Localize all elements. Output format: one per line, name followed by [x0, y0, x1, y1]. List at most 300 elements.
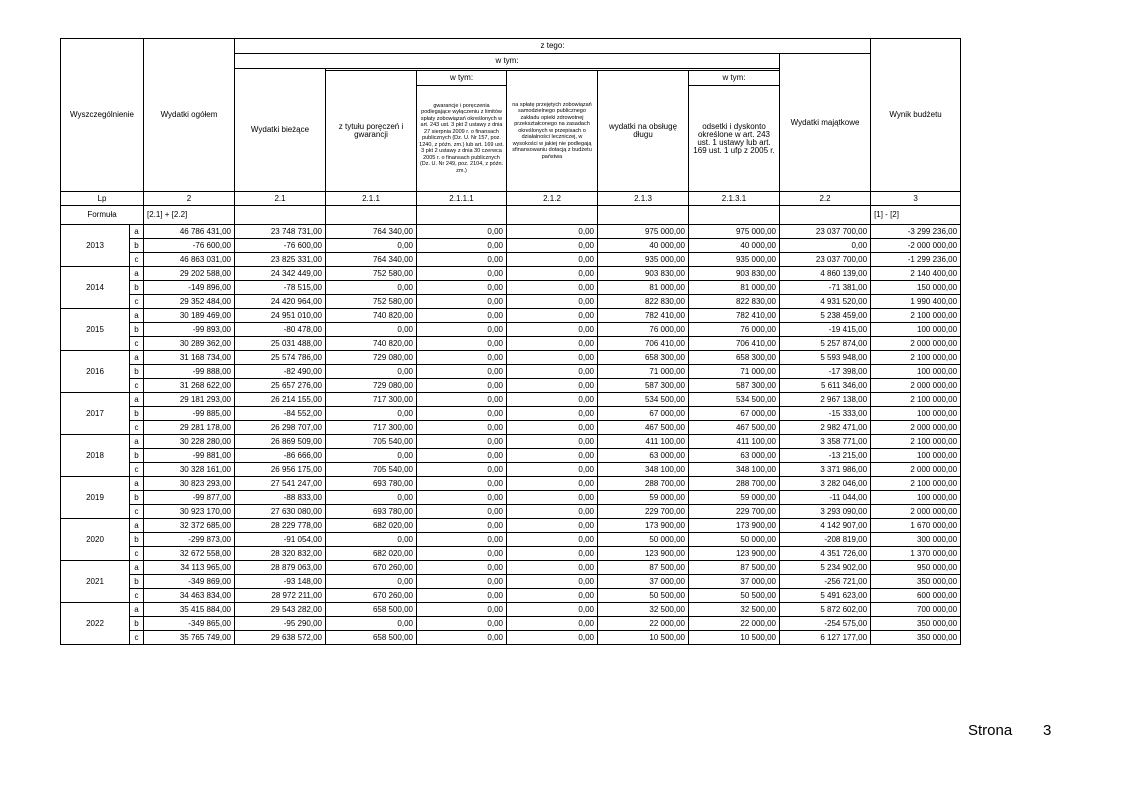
amount-cell: -17 398,00 [780, 365, 871, 379]
amount-cell: 693 780,00 [326, 477, 417, 491]
amount-cell: 0,00 [507, 351, 598, 365]
amount-cell: 658 300,00 [689, 351, 780, 365]
amount-cell: 729 080,00 [326, 379, 417, 393]
amount-cell: 658 300,00 [598, 351, 689, 365]
amount-cell: -80 478,00 [235, 323, 326, 337]
amount-cell: 717 300,00 [326, 393, 417, 407]
amount-cell: 0,00 [326, 491, 417, 505]
amount-cell: 0,00 [417, 589, 507, 603]
amount-cell: -99 888,00 [144, 365, 235, 379]
amount-cell: 0,00 [326, 533, 417, 547]
table-row [61, 435, 961, 449]
amount-cell: -93 148,00 [235, 575, 326, 589]
amount-cell: 706 410,00 [689, 337, 780, 351]
amount-cell: 0,00 [507, 225, 598, 239]
amount-cell: 0,00 [417, 337, 507, 351]
header-naplaty: na spłatę przejętych zobowiązań samodzielnego publicznego zakładu opieki zdrowotnej przekształconego na zasadach określonych w przepisach o działalności leczniczej, w wysokości w jakiej nie podlegają sfinansowaniu dotacją z budżetu państwa [507, 71, 598, 192]
table-row [61, 519, 961, 533]
amount-cell: 24 951 010,00 [235, 309, 326, 323]
amount-cell: 288 700,00 [689, 477, 780, 491]
amount-cell: 34 463 834,00 [144, 589, 235, 603]
amount-cell: 10 500,00 [689, 631, 780, 645]
row-variant: a [130, 309, 144, 323]
amount-cell: 50 000,00 [689, 533, 780, 547]
row-variant: b [130, 323, 144, 337]
table-row [61, 295, 961, 309]
amount-cell: 63 000,00 [598, 449, 689, 463]
amount-cell: 35 415 884,00 [144, 603, 235, 617]
table-row [61, 575, 961, 589]
amount-cell: 71 000,00 [598, 365, 689, 379]
amount-cell: 0,00 [507, 393, 598, 407]
amount-cell: 822 830,00 [598, 295, 689, 309]
amount-cell: 764 340,00 [326, 225, 417, 239]
amount-cell: 50 500,00 [689, 589, 780, 603]
table-row [61, 589, 961, 603]
amount-cell: 975 000,00 [689, 225, 780, 239]
amount-cell: -3 299 236,00 [871, 225, 961, 239]
amount-cell: 26 956 175,00 [235, 463, 326, 477]
amount-cell: 100 000,00 [871, 407, 961, 421]
amount-cell: 0,00 [417, 435, 507, 449]
header-wynik-budzetu: Wynik budżetu [871, 39, 961, 192]
amount-cell: 1 670 000,00 [871, 519, 961, 533]
amount-cell: -71 381,00 [780, 281, 871, 295]
amount-cell: -76 600,00 [144, 239, 235, 253]
row-variant: a [130, 603, 144, 617]
amount-cell: 2 000 000,00 [871, 463, 961, 477]
amount-cell: 0,00 [417, 603, 507, 617]
lp-cell: 2.1.1 [326, 192, 417, 206]
table-row [61, 365, 961, 379]
amount-cell: 81 000,00 [598, 281, 689, 295]
table-row [61, 239, 961, 253]
amount-cell: 0,00 [417, 491, 507, 505]
amount-cell: 35 765 749,00 [144, 631, 235, 645]
amount-cell: 1 990 400,00 [871, 295, 961, 309]
amount-cell: 100 000,00 [871, 323, 961, 337]
table-row [61, 407, 961, 421]
amount-cell: 32 672 558,00 [144, 547, 235, 561]
amount-cell: 5 593 948,00 [780, 351, 871, 365]
amount-cell: 3 358 771,00 [780, 435, 871, 449]
amount-cell: 670 260,00 [326, 589, 417, 603]
table-row [61, 533, 961, 547]
amount-cell: 717 300,00 [326, 421, 417, 435]
header-wydatki-biezace: Wydatki bieżące [235, 69, 326, 192]
table-row [61, 631, 961, 645]
amount-cell: 2 000 000,00 [871, 337, 961, 351]
row-variant: a [130, 393, 144, 407]
amount-cell: 0,00 [507, 463, 598, 477]
amount-cell: 348 100,00 [689, 463, 780, 477]
amount-cell: 100 000,00 [871, 449, 961, 463]
amount-cell: 0,00 [417, 309, 507, 323]
amount-cell: 2 000 000,00 [871, 379, 961, 393]
row-variant: b [130, 449, 144, 463]
amount-cell: 693 780,00 [326, 505, 417, 519]
row-variant: c [130, 295, 144, 309]
header-w-tym-3: w tym: [689, 71, 780, 86]
amount-cell: 1 370 000,00 [871, 547, 961, 561]
amount-cell: 0,00 [507, 267, 598, 281]
amount-cell: 173 900,00 [689, 519, 780, 533]
table-row [61, 323, 961, 337]
amount-cell: 34 113 965,00 [144, 561, 235, 575]
amount-cell: -99 881,00 [144, 449, 235, 463]
row-variant: c [130, 253, 144, 267]
header-z-tytulu-poreczen: z tytułu poręczeń i gwarancji [326, 71, 417, 192]
amount-cell: 40 000,00 [598, 239, 689, 253]
year-cell: 2021 [61, 561, 130, 603]
amount-cell: 50 000,00 [598, 533, 689, 547]
row-variant: a [130, 267, 144, 281]
amount-cell: 0,00 [417, 267, 507, 281]
formula-empty [326, 206, 417, 225]
amount-cell: 0,00 [417, 519, 507, 533]
amount-cell: 658 500,00 [326, 603, 417, 617]
header-wydatki-majatkowe: Wydatki majątkowe [780, 54, 871, 192]
amount-cell: 31 168 734,00 [144, 351, 235, 365]
amount-cell: 67 000,00 [689, 407, 780, 421]
table-row [61, 449, 961, 463]
amount-cell: 76 000,00 [598, 323, 689, 337]
row-variant: a [130, 561, 144, 575]
amount-cell: 764 340,00 [326, 253, 417, 267]
row-variant: b [130, 491, 144, 505]
amount-cell: 0,00 [417, 547, 507, 561]
amount-cell: 5 491 623,00 [780, 589, 871, 603]
amount-cell: 467 500,00 [598, 421, 689, 435]
amount-cell: 0,00 [507, 407, 598, 421]
amount-cell: 24 342 449,00 [235, 267, 326, 281]
row-variant: c [130, 589, 144, 603]
lp-cell: 2.1 [235, 192, 326, 206]
amount-cell: 782 410,00 [689, 309, 780, 323]
amount-cell: 300 000,00 [871, 533, 961, 547]
table-row [61, 617, 961, 631]
amount-cell: -2 000 000,00 [871, 239, 961, 253]
amount-cell: 0,00 [507, 239, 598, 253]
amount-cell: 50 500,00 [598, 589, 689, 603]
table-row [61, 225, 961, 239]
row-variant: a [130, 225, 144, 239]
amount-cell: 25 574 786,00 [235, 351, 326, 365]
amount-cell: -84 552,00 [235, 407, 326, 421]
amount-cell: 950 000,00 [871, 561, 961, 575]
amount-cell: 2 140 400,00 [871, 267, 961, 281]
table-row [61, 561, 961, 575]
formula-col2: [2.1] + [2.2] [144, 206, 235, 225]
table-row [61, 421, 961, 435]
amount-cell: 22 000,00 [598, 617, 689, 631]
amount-cell: 30 228 280,00 [144, 435, 235, 449]
amount-cell: 71 000,00 [689, 365, 780, 379]
amount-cell: 229 700,00 [598, 505, 689, 519]
amount-cell: 0,00 [507, 365, 598, 379]
amount-cell: 587 300,00 [598, 379, 689, 393]
table-row [61, 253, 961, 267]
row-variant: c [130, 505, 144, 519]
amount-cell: 123 900,00 [689, 547, 780, 561]
amount-cell: -88 833,00 [235, 491, 326, 505]
amount-cell: 76 000,00 [689, 323, 780, 337]
amount-cell: -86 666,00 [235, 449, 326, 463]
amount-cell: 534 500,00 [689, 393, 780, 407]
amount-cell: -82 490,00 [235, 365, 326, 379]
table-row [61, 281, 961, 295]
amount-cell: 24 420 964,00 [235, 295, 326, 309]
amount-cell: 2 982 471,00 [780, 421, 871, 435]
row-variant: b [130, 239, 144, 253]
row-variant: c [130, 547, 144, 561]
amount-cell: 0,00 [417, 351, 507, 365]
amount-cell: 0,00 [417, 407, 507, 421]
amount-cell: -78 515,00 [235, 281, 326, 295]
amount-cell: 0,00 [780, 239, 871, 253]
page-footer [968, 722, 1052, 739]
header-w-tym-2: w tym: [417, 71, 507, 86]
amount-cell: 0,00 [507, 533, 598, 547]
table-row [61, 547, 961, 561]
amount-cell: 5 611 346,00 [780, 379, 871, 393]
amount-cell: 59 000,00 [689, 491, 780, 505]
amount-cell: 350 000,00 [871, 617, 961, 631]
year-cell: 2020 [61, 519, 130, 561]
amount-cell: 752 580,00 [326, 295, 417, 309]
amount-cell: 534 500,00 [598, 393, 689, 407]
amount-cell: 32 500,00 [598, 603, 689, 617]
amount-cell: 0,00 [507, 547, 598, 561]
amount-cell: 28 879 063,00 [235, 561, 326, 575]
amount-cell: -349 869,00 [144, 575, 235, 589]
row-variant: c [130, 337, 144, 351]
amount-cell: 348 100,00 [598, 463, 689, 477]
amount-cell: 30 328 161,00 [144, 463, 235, 477]
amount-cell: 26 214 155,00 [235, 393, 326, 407]
amount-cell: 0,00 [417, 477, 507, 491]
header-z-tego: z tego: [235, 39, 871, 54]
amount-cell: 0,00 [507, 253, 598, 267]
amount-cell: 22 000,00 [689, 617, 780, 631]
amount-cell: 467 500,00 [689, 421, 780, 435]
row-variant: c [130, 421, 144, 435]
formula-col3: [1] - [2] [871, 206, 961, 225]
amount-cell: 30 823 293,00 [144, 477, 235, 491]
amount-cell: 63 000,00 [689, 449, 780, 463]
amount-cell: 0,00 [326, 323, 417, 337]
amount-cell: 87 500,00 [598, 561, 689, 575]
amount-cell: -95 290,00 [235, 617, 326, 631]
amount-cell: 975 000,00 [598, 225, 689, 239]
amount-cell: 173 900,00 [598, 519, 689, 533]
amount-cell: 37 000,00 [598, 575, 689, 589]
amount-cell: 2 967 138,00 [780, 393, 871, 407]
header-w-tym-1: w tym: [235, 54, 780, 69]
amount-cell: 31 268 622,00 [144, 379, 235, 393]
amount-cell: 0,00 [507, 435, 598, 449]
lp-cell: 2.2 [780, 192, 871, 206]
table-row [61, 603, 961, 617]
amount-cell: 935 000,00 [689, 253, 780, 267]
amount-cell: 229 700,00 [689, 505, 780, 519]
amount-cell: 411 100,00 [689, 435, 780, 449]
amount-cell: 411 100,00 [598, 435, 689, 449]
amount-cell: 29 281 178,00 [144, 421, 235, 435]
amount-cell: 23 037 700,00 [780, 253, 871, 267]
amount-cell: 25 031 488,00 [235, 337, 326, 351]
amount-cell: 67 000,00 [598, 407, 689, 421]
row-variant: c [130, 379, 144, 393]
footer-label: Strona [968, 722, 1013, 739]
amount-cell: 0,00 [507, 519, 598, 533]
amount-cell: 3 371 986,00 [780, 463, 871, 477]
amount-cell: 0,00 [507, 491, 598, 505]
amount-cell: 0,00 [507, 589, 598, 603]
amount-cell: 0,00 [417, 505, 507, 519]
amount-cell: 600 000,00 [871, 589, 961, 603]
formula-empty [507, 206, 598, 225]
formula-empty [235, 206, 326, 225]
amount-cell: 740 820,00 [326, 309, 417, 323]
amount-cell: 2 000 000,00 [871, 421, 961, 435]
amount-cell: 782 410,00 [598, 309, 689, 323]
amount-cell: 288 700,00 [598, 477, 689, 491]
amount-cell: 32 372 685,00 [144, 519, 235, 533]
table-row [61, 463, 961, 477]
lp-label: Lp [61, 192, 144, 206]
amount-cell: 903 830,00 [598, 267, 689, 281]
amount-cell: 0,00 [507, 575, 598, 589]
amount-cell: 29 352 484,00 [144, 295, 235, 309]
amount-cell: 4 860 139,00 [780, 267, 871, 281]
amount-cell: 59 000,00 [598, 491, 689, 505]
amount-cell: -11 044,00 [780, 491, 871, 505]
amount-cell: 30 189 469,00 [144, 309, 235, 323]
amount-cell: 5 257 874,00 [780, 337, 871, 351]
amount-cell: 26 298 707,00 [235, 421, 326, 435]
amount-cell: 0,00 [417, 463, 507, 477]
amount-cell: 0,00 [417, 253, 507, 267]
year-cell: 2016 [61, 351, 130, 393]
amount-cell: 0,00 [417, 533, 507, 547]
amount-cell: 0,00 [507, 617, 598, 631]
amount-cell: 32 500,00 [689, 603, 780, 617]
amount-cell: 587 300,00 [689, 379, 780, 393]
row-variant: b [130, 533, 144, 547]
row-variant: b [130, 365, 144, 379]
amount-cell: 706 410,00 [598, 337, 689, 351]
amount-cell: 0,00 [507, 309, 598, 323]
header-wydatki-obsluga: wydatki na obsługę długu [598, 71, 689, 192]
amount-cell: 23 825 331,00 [235, 253, 326, 267]
amount-cell: 46 863 031,00 [144, 253, 235, 267]
amount-cell: 23 037 700,00 [780, 225, 871, 239]
lp-cell: 2.1.2 [507, 192, 598, 206]
amount-cell: 700 000,00 [871, 603, 961, 617]
row-variant: b [130, 407, 144, 421]
table-row [61, 393, 961, 407]
amount-cell: 25 657 276,00 [235, 379, 326, 393]
amount-cell: 30 923 170,00 [144, 505, 235, 519]
amount-cell: 0,00 [326, 617, 417, 631]
amount-cell: 0,00 [326, 449, 417, 463]
amount-cell: 0,00 [417, 281, 507, 295]
amount-cell: 0,00 [417, 561, 507, 575]
amount-cell: -99 877,00 [144, 491, 235, 505]
amount-cell: -76 600,00 [235, 239, 326, 253]
header-wydatki-ogolem: Wydatki ogółem [144, 39, 235, 192]
amount-cell: 0,00 [326, 575, 417, 589]
amount-cell: 0,00 [326, 407, 417, 421]
amount-cell: 0,00 [507, 603, 598, 617]
lp-cell: 2.1.3.1 [689, 192, 780, 206]
lp-cell: 2.1.1.1 [417, 192, 507, 206]
amount-cell: 37 000,00 [689, 575, 780, 589]
amount-cell: -299 873,00 [144, 533, 235, 547]
amount-cell: 0,00 [507, 449, 598, 463]
amount-cell: 40 000,00 [689, 239, 780, 253]
amount-cell: 0,00 [507, 323, 598, 337]
amount-cell: 350 000,00 [871, 575, 961, 589]
amount-cell: 5 872 602,00 [780, 603, 871, 617]
amount-cell: -19 415,00 [780, 323, 871, 337]
header-odsetki: odsetki i dyskonto określone w art. 243 ust. 1 ustawy lub art. 169 ust. 1 ufp z 2005 r. [689, 86, 780, 192]
table-row [61, 337, 961, 351]
amount-cell: 705 540,00 [326, 463, 417, 477]
amount-cell: 2 100 000,00 [871, 309, 961, 323]
table-row [61, 351, 961, 365]
amount-cell: 350 000,00 [871, 631, 961, 645]
amount-cell: 0,00 [507, 281, 598, 295]
amount-cell: -99 893,00 [144, 323, 235, 337]
amount-cell: 0,00 [507, 295, 598, 309]
amount-cell: 5 234 902,00 [780, 561, 871, 575]
row-variant: a [130, 477, 144, 491]
amount-cell: -13 215,00 [780, 449, 871, 463]
amount-cell: -256 721,00 [780, 575, 871, 589]
amount-cell: 28 972 211,00 [235, 589, 326, 603]
table-row [61, 379, 961, 393]
amount-cell: 4 931 520,00 [780, 295, 871, 309]
row-variant: b [130, 281, 144, 295]
amount-cell: 0,00 [507, 337, 598, 351]
amount-cell: 3 282 046,00 [780, 477, 871, 491]
amount-cell: 0,00 [417, 379, 507, 393]
amount-cell: 0,00 [417, 295, 507, 309]
amount-cell: 0,00 [326, 239, 417, 253]
amount-cell: 87 500,00 [689, 561, 780, 575]
amount-cell: 2 100 000,00 [871, 435, 961, 449]
footer-page-number: 3 [1043, 722, 1052, 739]
amount-cell: 729 080,00 [326, 351, 417, 365]
amount-cell: -1 299 236,00 [871, 253, 961, 267]
year-cell: 2015 [61, 309, 130, 351]
amount-cell: 0,00 [326, 365, 417, 379]
amount-cell: 30 289 362,00 [144, 337, 235, 351]
row-variant: c [130, 463, 144, 477]
amount-cell: 0,00 [417, 575, 507, 589]
row-variant: a [130, 351, 144, 365]
header-gwarancje: gwarancje i poręczenia podlegające wyłączeniu z limitów spłaty zobowiązań określonych w art. 243 ust. 3 pkt 2 ustawy z dnia 27 sierpnia 2009 r. o finansach publicznych (Dz. U. Nr 157, poz. 1240, z późn. zm.) lub art. 169 ust. 3 pkt 2 ustawy z dnia 30 czerwca 2005 r. o finansach publicznych (Dz. U. Nr 249, poz. 2104, z późn. zm.) [417, 86, 507, 192]
amount-cell: 903 830,00 [689, 267, 780, 281]
amount-cell: 0,00 [417, 631, 507, 645]
amount-cell: 23 748 731,00 [235, 225, 326, 239]
amount-cell: 0,00 [507, 421, 598, 435]
amount-cell: 123 900,00 [598, 547, 689, 561]
amount-cell: 27 541 247,00 [235, 477, 326, 491]
amount-cell: 2 100 000,00 [871, 393, 961, 407]
